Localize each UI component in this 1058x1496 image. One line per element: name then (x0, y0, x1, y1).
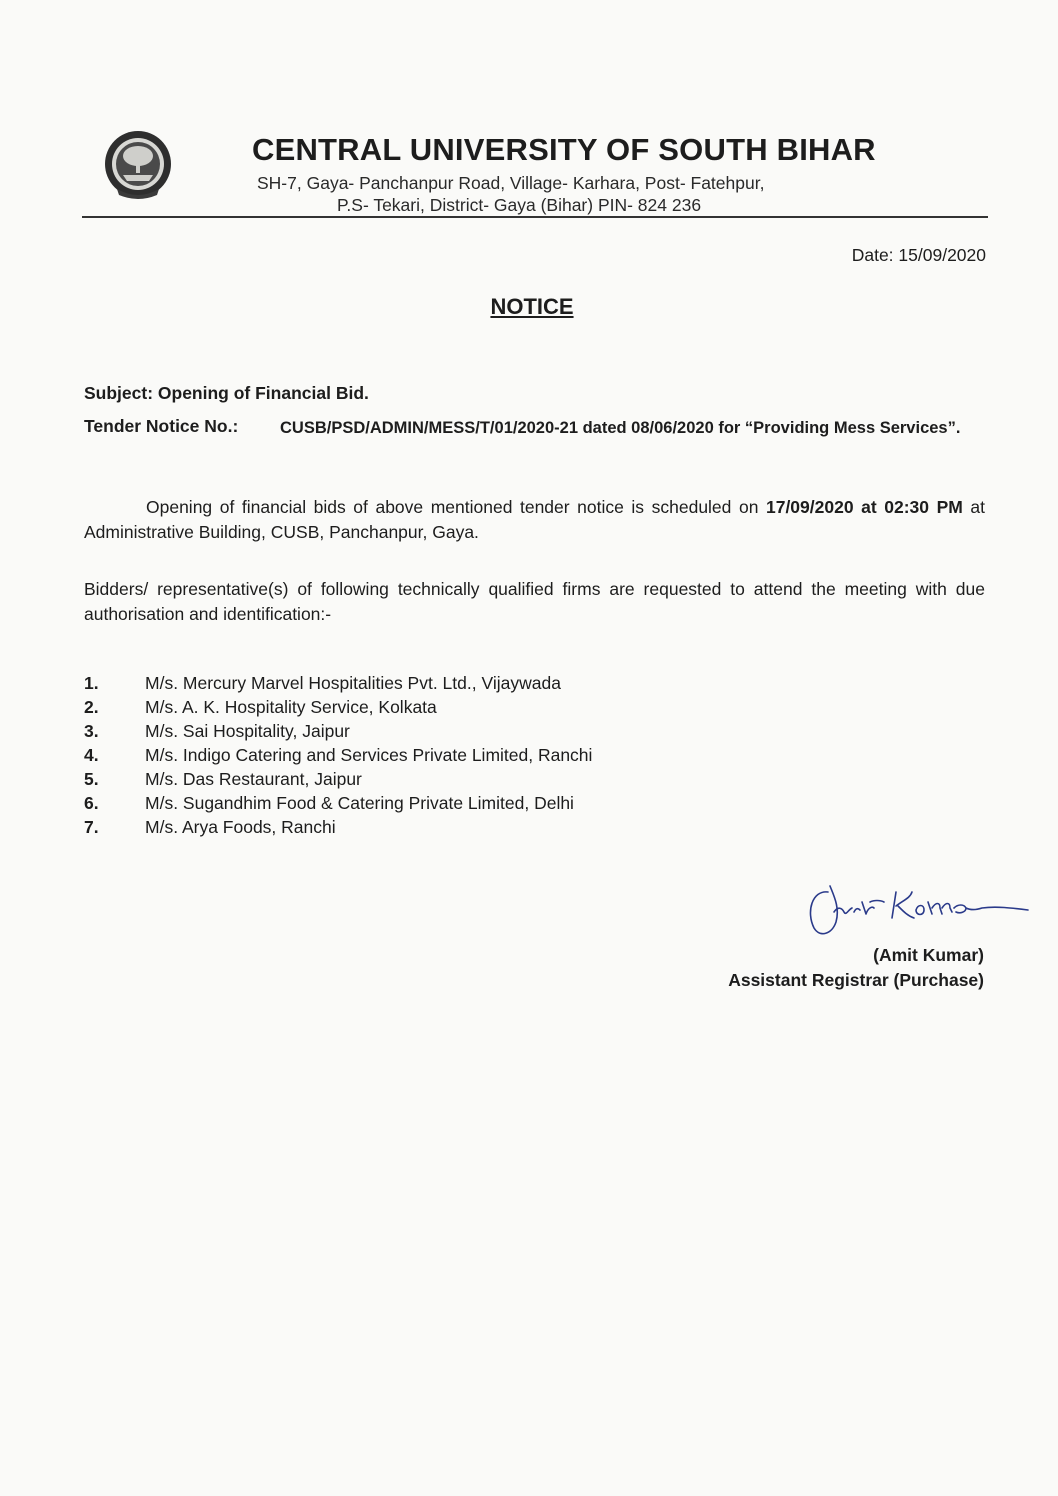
schedule-datetime: 17/09/2020 at 02:30 PM (765, 497, 963, 517)
firm-name: M/s. Arya Foods, Ranchi (145, 817, 336, 837)
university-name: CENTRAL UNIVERSITY OF SOUTH BIHAR (252, 132, 876, 167)
handwritten-signature (800, 872, 1040, 942)
list-item (84, 671, 592, 695)
firm-name: M/s. Indigo Catering and Services Private Limited, Ranchi (145, 745, 593, 765)
address-line-2: P.S- Tekari, District- Gaya (Bihar) PIN- 824 236 (337, 195, 702, 215)
firm-name: M/s. Das Restaurant, Jaipur (145, 769, 362, 789)
list-item (84, 695, 592, 719)
signatory-designation: Assistant Registrar (Purchase) (728, 970, 984, 990)
paragraph-text: at Administrative Building, CUSB, Panchanpur, Gaya. (84, 497, 985, 542)
tender-reference: CUSB/PSD/ADMIN/MESS/T/01/2020-21 dated 08/06/2020 for “Providing Mess Services”. (280, 419, 961, 437)
item-number: 1. (84, 673, 99, 693)
signatory-name: (Amit Kumar) (873, 945, 984, 965)
item-number: 7. (84, 817, 99, 837)
opening-schedule-paragraph (84, 495, 985, 545)
item-number: 3. (84, 721, 99, 741)
notice-date: Date: 15/09/2020 (851, 245, 986, 265)
list-item (84, 815, 592, 839)
bidders-paragraph: Bidders/ representative(s) of following technically qualified firms are requested to attend the meeting with due authorisation and identification:- (84, 579, 985, 624)
notice-title: NOTICE (490, 294, 574, 319)
subject-line: Subject: Opening of Financial Bid. (84, 383, 369, 403)
tender-label: Tender Notice No.: (84, 416, 239, 436)
item-number: 5. (84, 769, 99, 789)
list-item (84, 743, 592, 767)
address-line-1: SH-7, Gaya- Panchanpur Road, Village- Karhara, Post- Fatehpur, (257, 173, 765, 193)
firm-name: M/s. Mercury Marvel Hospitalities Pvt. Ltd., Vijaywada (145, 673, 561, 693)
firm-name: M/s. Sai Hospitality, Jaipur (145, 721, 350, 741)
firm-name: M/s. A. K. Hospitality Service, Kolkata (145, 697, 437, 717)
list-item (84, 719, 592, 743)
item-number: 4. (84, 745, 99, 765)
item-number: 2. (84, 697, 99, 717)
firm-list (84, 671, 592, 839)
university-logo-icon (103, 129, 173, 201)
item-number: 6. (84, 793, 99, 813)
paragraph-text: Opening of financial bids of above mentioned tender notice is scheduled on (146, 497, 766, 517)
header-divider (82, 216, 988, 218)
firm-name: M/s. Sugandhim Food & Catering Private Limited, Delhi (145, 793, 574, 813)
list-item (84, 791, 592, 815)
list-item (84, 767, 592, 791)
